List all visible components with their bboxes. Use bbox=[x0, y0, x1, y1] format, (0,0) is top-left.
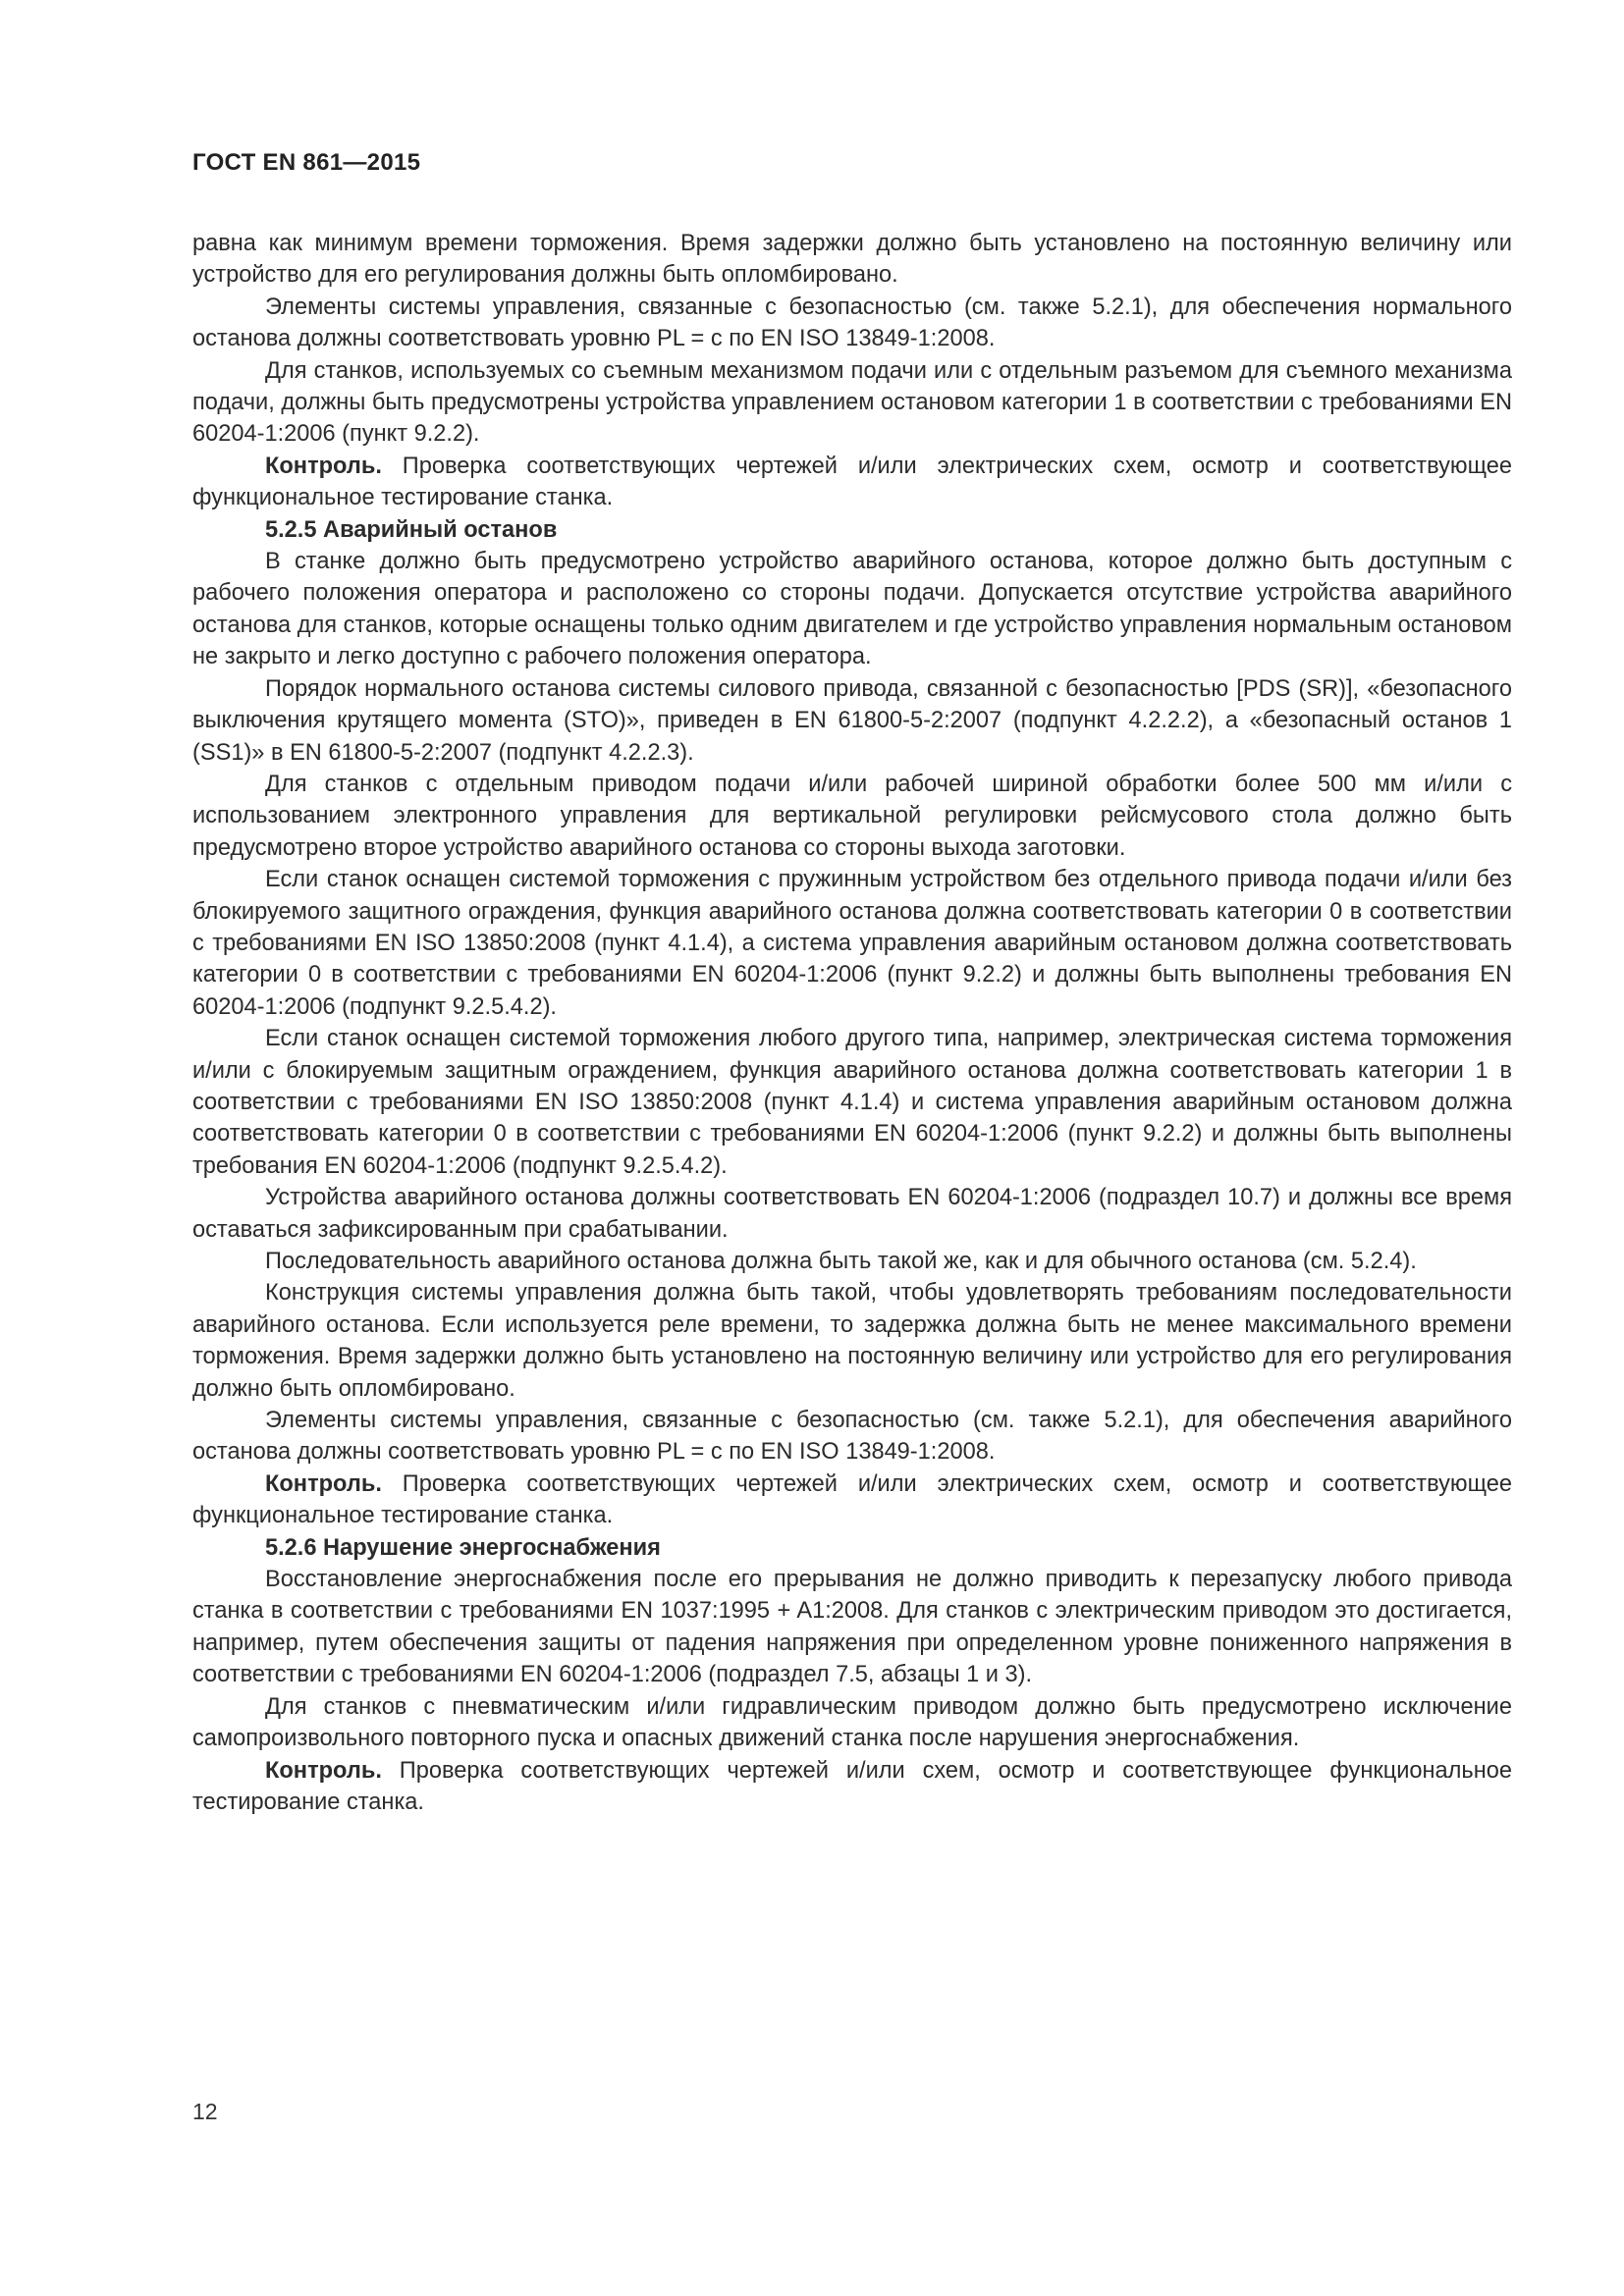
section-heading: 5.2.5 Аварийный останов bbox=[265, 516, 558, 543]
section-heading: 5.2.6 Нарушение энергоснабжения bbox=[265, 1534, 661, 1561]
paragraph: равна как минимум времени торможения. Время задержки должно быть установлено на постоянную величину или устройство для его регулирования должны быть опломбировано. bbox=[192, 231, 1512, 289]
document-body bbox=[192, 228, 1512, 1818]
paragraph: Для станков, используемых со съемным механизмом подачи или с отдельным разъемом для съемного механизма подачи, должны быть предусмотрены устройства управлением остановом категории 1 в соответствии с требованиями EN 60204-1:2006 (пункт 9.2.2). bbox=[192, 357, 1512, 448]
paragraph: Если станок оснащен системой торможения любого другого типа, например, электрическая система торможения и/или с блокируемым защитным ограждением, функция аварийного останова должна соответствовать категории 1 в соответствии с требованиями EN ISO 13850:2008 (пункт 4.1.4) и система управления аварийным остановом должна соответствовать категории 0 в соответствии с требованиями EN 60204-1:2006 (пункт 9.2.2) и должны быть выполнены требования EN 60204-1:2006 (подпункт 9.2.5.4.2). bbox=[192, 1026, 1512, 1179]
control-text: Проверка соответствующих чертежей и/или электрических схем, осмотр и соответствующее функциональное тестирование станка. bbox=[192, 1470, 1512, 1529]
paragraph: Для станков с отдельным приводом подачи и/или рабочей шириной обработки более 500 мм и/или с использованием электронного управления для вертикальной регулировки рейсмусового стола должно быть предусмотрено второе устройство аварийного останова со стороны выхода заготовки. bbox=[192, 771, 1512, 861]
paragraph: Элементы системы управления, связанные с безопасностью (см. также 5.2.1), для обеспечения нормального останова должны соответствовать уровню PL = с по EN ISO 13849-1:2008. bbox=[192, 294, 1512, 352]
paragraph: Восстановление энергоснабжения после его прерывания не должно приводить к перезапуску любого привода станка в соответствии с требованиями EN 1037:1995 + A1:2008. Для станков с электрическим приводом это достигается, например, путем обеспечения защиты от падения напряжения при определенном уровне пониженного напряжения в соответствии с требованиями EN 60204-1:2006 (подраздел 7.5, абзацы 1 и 3). bbox=[192, 1567, 1512, 1688]
paragraph: Если станок оснащен системой торможения с пружинным устройством без отдельного привода подачи и/или без блокируемого защитного ограждения, функция аварийного останова должна соответствовать категории 0 в соответствии с требованиями EN ISO 13850:2008 (пункт 4.1.4), а система управления аварийным остановом должна соответствовать категории 0 в соответствии с требованиями EN 60204-1:2006 (пункт 9.2.2) и должны быть выполнены требования EN 60204-1:2006 (подпункт 9.2.5.4.2). bbox=[192, 867, 1512, 1020]
control-label: Контроль. bbox=[265, 1470, 382, 1497]
control-label: Контроль. bbox=[265, 1757, 382, 1784]
paragraph: В станке должно быть предусмотрено устройство аварийного останова, которое должно быть доступным с рабочего положения оператора и расположено со стороны подачи. Допускается отсутствие устройства аварийного останова для станков, которые оснащены только одним двигателем и где устройство управления нормальным остановом не закрыто и легко доступно с рабочего положения оператора. bbox=[192, 549, 1512, 670]
control-label: Контроль. bbox=[265, 453, 382, 479]
control-paragraph bbox=[192, 451, 1512, 514]
paragraph: Для станков с пневматическим и/или гидравлическим приводом должно быть предусмотрено исключение самопроизвольного повторного пуска и опасных движений станка после нарушения энергоснабжения. bbox=[192, 1693, 1512, 1752]
document-code-header: ГОСТ EN 861—2015 bbox=[192, 149, 421, 176]
page-number: 12 bbox=[192, 2099, 218, 2124]
control-paragraph bbox=[192, 1755, 1512, 1819]
control-text: Проверка соответствующих чертежей и/или схем, осмотр и соответствующее функциональное тестирование станка. bbox=[192, 1757, 1512, 1815]
paragraph: Порядок нормального останова системы силового привода, связанной с безопасностью [PDS (SR)], «безопасного выключения крутящего момента (STO)», приведен в EN 61800-5-2:2007 (подпункт 4.2.2.2), а «безопасный останов 1 (SS1)» в EN 61800-5-2:2007 (подпункт 4.2.2.3). bbox=[192, 675, 1512, 766]
paragraph: Конструкция системы управления должна быть такой, чтобы удовлетворять требованиям последовательности аварийного останова. Если используется реле времени, то задержка должна быть не менее максимального времени торможения. Время задержки должно быть установлено на постоянную величину или устройство для его регулирования должно быть опломбировано. bbox=[192, 1280, 1512, 1402]
paragraph: Последовательность аварийного останова должна быть такой же, как и для обычного останова (см. 5.2.4). bbox=[265, 1249, 1417, 1274]
control-text: Проверка соответствующих чертежей и/или электрических схем, осмотр и соответствующее функциональное тестирование станка. bbox=[192, 453, 1512, 511]
paragraph: Элементы системы управления, связанные с безопасностью (см. также 5.2.1), для обеспечения аварийного останова должны соответствовать уровню PL = с по EN ISO 13849-1:2008. bbox=[192, 1408, 1512, 1466]
paragraph: Устройства аварийного останова должны соответствовать EN 60204-1:2006 (подраздел 10.7) и должны все время оставаться зафиксированным при срабатывании. bbox=[192, 1185, 1512, 1243]
control-paragraph bbox=[192, 1468, 1512, 1532]
